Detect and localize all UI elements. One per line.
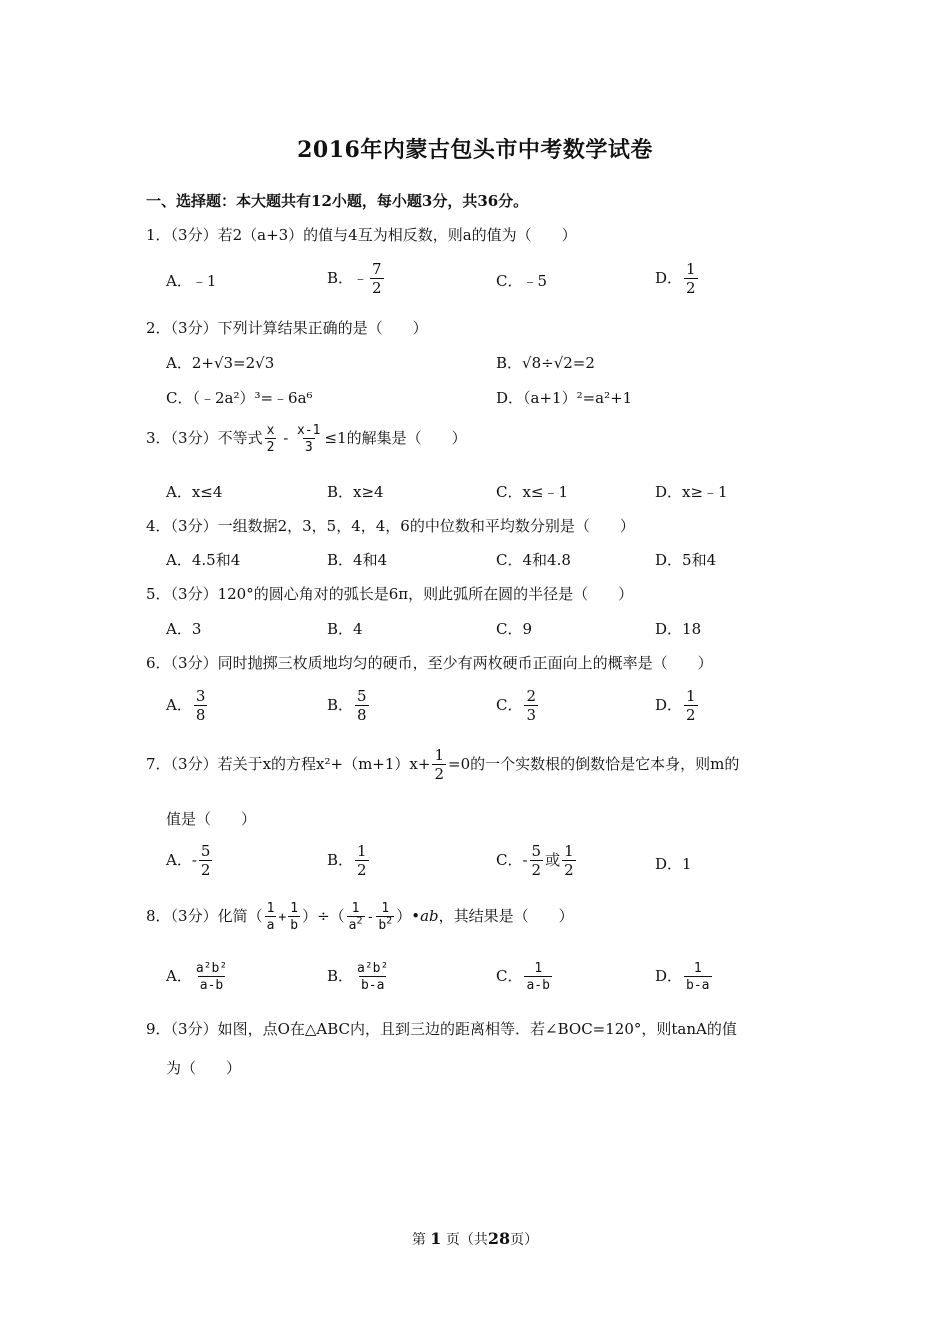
question-7-stem xyxy=(146,748,739,782)
q6-b-label: B． xyxy=(327,696,354,714)
q6-a-num: 3 xyxy=(195,687,206,705)
q1-d-num: 1 xyxy=(686,260,696,278)
q4-option-a: A．4.5和4 xyxy=(166,551,241,569)
q6-option-d xyxy=(655,689,700,723)
q8-stem-post: ，其结果是（ ） xyxy=(438,907,574,925)
q5-option-b: B．4 xyxy=(327,620,363,638)
q1-option-a: A．﹣1 xyxy=(166,272,217,290)
q8-d-label: D． xyxy=(655,967,683,985)
q7-a-num: 5 xyxy=(200,842,211,860)
q8-option-a xyxy=(166,962,231,992)
page-footer xyxy=(0,1229,950,1249)
q8-a-den: a-b xyxy=(199,978,224,993)
question-9-stem: 9．（3分）如图，点O在△ABC内，且到三边的距离相等．若∠BOC=120°，则tanA的值 xyxy=(146,1020,737,1038)
q8-option-b xyxy=(327,962,392,992)
q8-stem-pre: 8．（3分）化简（ xyxy=(146,907,263,925)
page-title: 2016年内蒙古包头市中考数学试卷 xyxy=(297,137,653,163)
q1-option-b xyxy=(327,262,386,296)
q7-a-den: 2 xyxy=(200,861,211,879)
q7-c-num2: 1 xyxy=(564,842,574,860)
q8-option-d xyxy=(655,962,714,992)
q7-option-d: D．1 xyxy=(655,855,692,873)
q6-option-a xyxy=(166,689,209,723)
q8-a-num: a²b² xyxy=(195,961,228,976)
q1-b-den: 2 xyxy=(372,279,382,297)
q5-option-d: D．18 xyxy=(655,620,702,638)
q6-b-num: 5 xyxy=(357,687,367,705)
q6-a-den: 8 xyxy=(195,706,206,724)
q2-option-b: B．√8÷√2=2 xyxy=(496,354,595,372)
q3-stem-post: ≤1的解集是（ ） xyxy=(324,429,467,447)
q5-option-a: A．3 xyxy=(166,620,202,638)
q3-stem-pre: 3．（3分）不等式 xyxy=(146,429,263,447)
footer-page-number: 1 xyxy=(430,1229,442,1248)
q8-c-den: a-b xyxy=(526,978,550,993)
q6-d-num: 1 xyxy=(686,687,696,705)
q3-minus: - xyxy=(278,429,294,447)
q7-option-a xyxy=(166,844,214,878)
q7-c-den2: 2 xyxy=(564,861,574,879)
q6-option-b xyxy=(327,689,371,723)
q7-option-b xyxy=(327,844,371,878)
q4-option-c: C．4和4.8 xyxy=(496,551,571,569)
question-8-stem: 8．（3分）化简（ $\frac{1}{a}$ + $\frac{1}{b}$ ）÷（ $\frac{1}{a^2}$ - $\frac{1}{b^2}$ ）•ab，其结果是（ ） xyxy=(146,901,574,933)
q2-option-d: D．（a+1）²=a²+1 xyxy=(496,389,633,407)
footer-total-pages: 28 xyxy=(487,1229,511,1248)
q7-f-num: 1 xyxy=(434,746,444,764)
q7-c-or: 或 xyxy=(545,851,561,869)
q8-b-label: B． xyxy=(327,967,354,985)
question-3-stem xyxy=(146,424,467,454)
q6-c-den: 3 xyxy=(526,706,537,724)
q1-b-num: 7 xyxy=(372,260,382,278)
q7-b-label: B． xyxy=(327,851,354,869)
q9-stem-line2: 为（ ） xyxy=(166,1059,242,1077)
q3-option-c: C．x≤﹣1 xyxy=(496,483,569,501)
q1-option-d xyxy=(655,262,700,296)
q1-option-b-label: B．﹣ xyxy=(327,269,369,287)
q3-f2-den: 3 xyxy=(304,440,313,455)
footer-mid: 页（共 xyxy=(445,1232,488,1248)
q8-a-label: A． xyxy=(166,967,192,985)
q3-option-d: D．x≥﹣1 xyxy=(655,483,728,501)
q6-c-label: C． xyxy=(496,696,523,714)
q4-option-d: D．5和4 xyxy=(655,551,717,569)
q7-stem-pre: 7．（3分）若关于x的方程x²+（m+1）x+ xyxy=(146,755,431,773)
question-1-stem: 1．（3分）若2（a+3）的值与4互为相反数，则a的值为（ ） xyxy=(146,226,577,244)
q7-f-den: 2 xyxy=(434,765,444,783)
question-2-stem: 2．（3分）下列计算结果正确的是（ ） xyxy=(146,319,428,337)
q7-stem-line2: 值是（ ） xyxy=(166,810,257,828)
q3-f1-den: 2 xyxy=(266,440,275,455)
q8-c-num: 1 xyxy=(534,961,543,976)
q1-option-d-label: D． xyxy=(655,269,683,287)
q8-d-den: b-a xyxy=(686,978,710,993)
q1-option-c: C．﹣5 xyxy=(496,272,548,290)
q6-c-num: 2 xyxy=(526,687,537,705)
q8-option-c xyxy=(496,962,554,992)
q8-b-den: b-a xyxy=(360,978,385,993)
q7-a-label: A．- xyxy=(166,851,197,869)
q8-d-num: 1 xyxy=(693,961,702,976)
q6-option-c xyxy=(496,689,540,723)
q6-d-label: D． xyxy=(655,696,683,714)
q7-c-label: C．- xyxy=(496,851,528,869)
q3-f1-num: x xyxy=(266,423,275,438)
q3-f2-num: x-1 xyxy=(297,423,321,438)
q8-b-num: a²b² xyxy=(357,961,389,976)
footer-pre: 第 xyxy=(411,1232,426,1248)
q3-option-b: B．x≥4 xyxy=(327,483,384,501)
q7-option-c xyxy=(496,844,578,878)
q2-option-a: A．2+√3=2√3 xyxy=(166,354,275,372)
question-6-stem: 6．（3分）同时抛掷三枚质地均匀的硬币，至少有两枚硬币正面向上的概率是（ ） xyxy=(146,654,713,672)
footer-post: 页） xyxy=(510,1232,539,1248)
q6-b-den: 8 xyxy=(357,706,367,724)
q7-c-den: 2 xyxy=(531,861,542,879)
q5-option-c: C．9 xyxy=(496,620,533,638)
q2-option-c: C．（﹣2a²）³=﹣6a⁶ xyxy=(166,389,313,407)
q1-d-den: 2 xyxy=(686,279,696,297)
q7-c-num: 5 xyxy=(531,842,542,860)
q4-option-b: B．4和4 xyxy=(327,551,388,569)
q3-option-a: A．x≤4 xyxy=(166,483,223,501)
q8-c-label: C． xyxy=(496,967,523,985)
question-5-stem: 5．（3分）120°的圆心角对的弧长是6π，则此弧所在圆的半径是（ ） xyxy=(146,585,634,603)
q6-d-den: 2 xyxy=(686,706,696,724)
question-4-stem: 4．（3分）一组数据2，3，5，4，4，6的中位数和平均数分别是（ ） xyxy=(146,517,635,535)
q7-b-num: 1 xyxy=(357,842,367,860)
q7-stem-post: =0的一个实数根的倒数恰是它本身，则m的 xyxy=(448,755,740,773)
section-heading: 一、选择题：本大题共有12小题，每小题3分，共36分。 xyxy=(146,192,529,210)
q7-b-den: 2 xyxy=(357,861,367,879)
q6-a-label: A． xyxy=(166,696,192,714)
